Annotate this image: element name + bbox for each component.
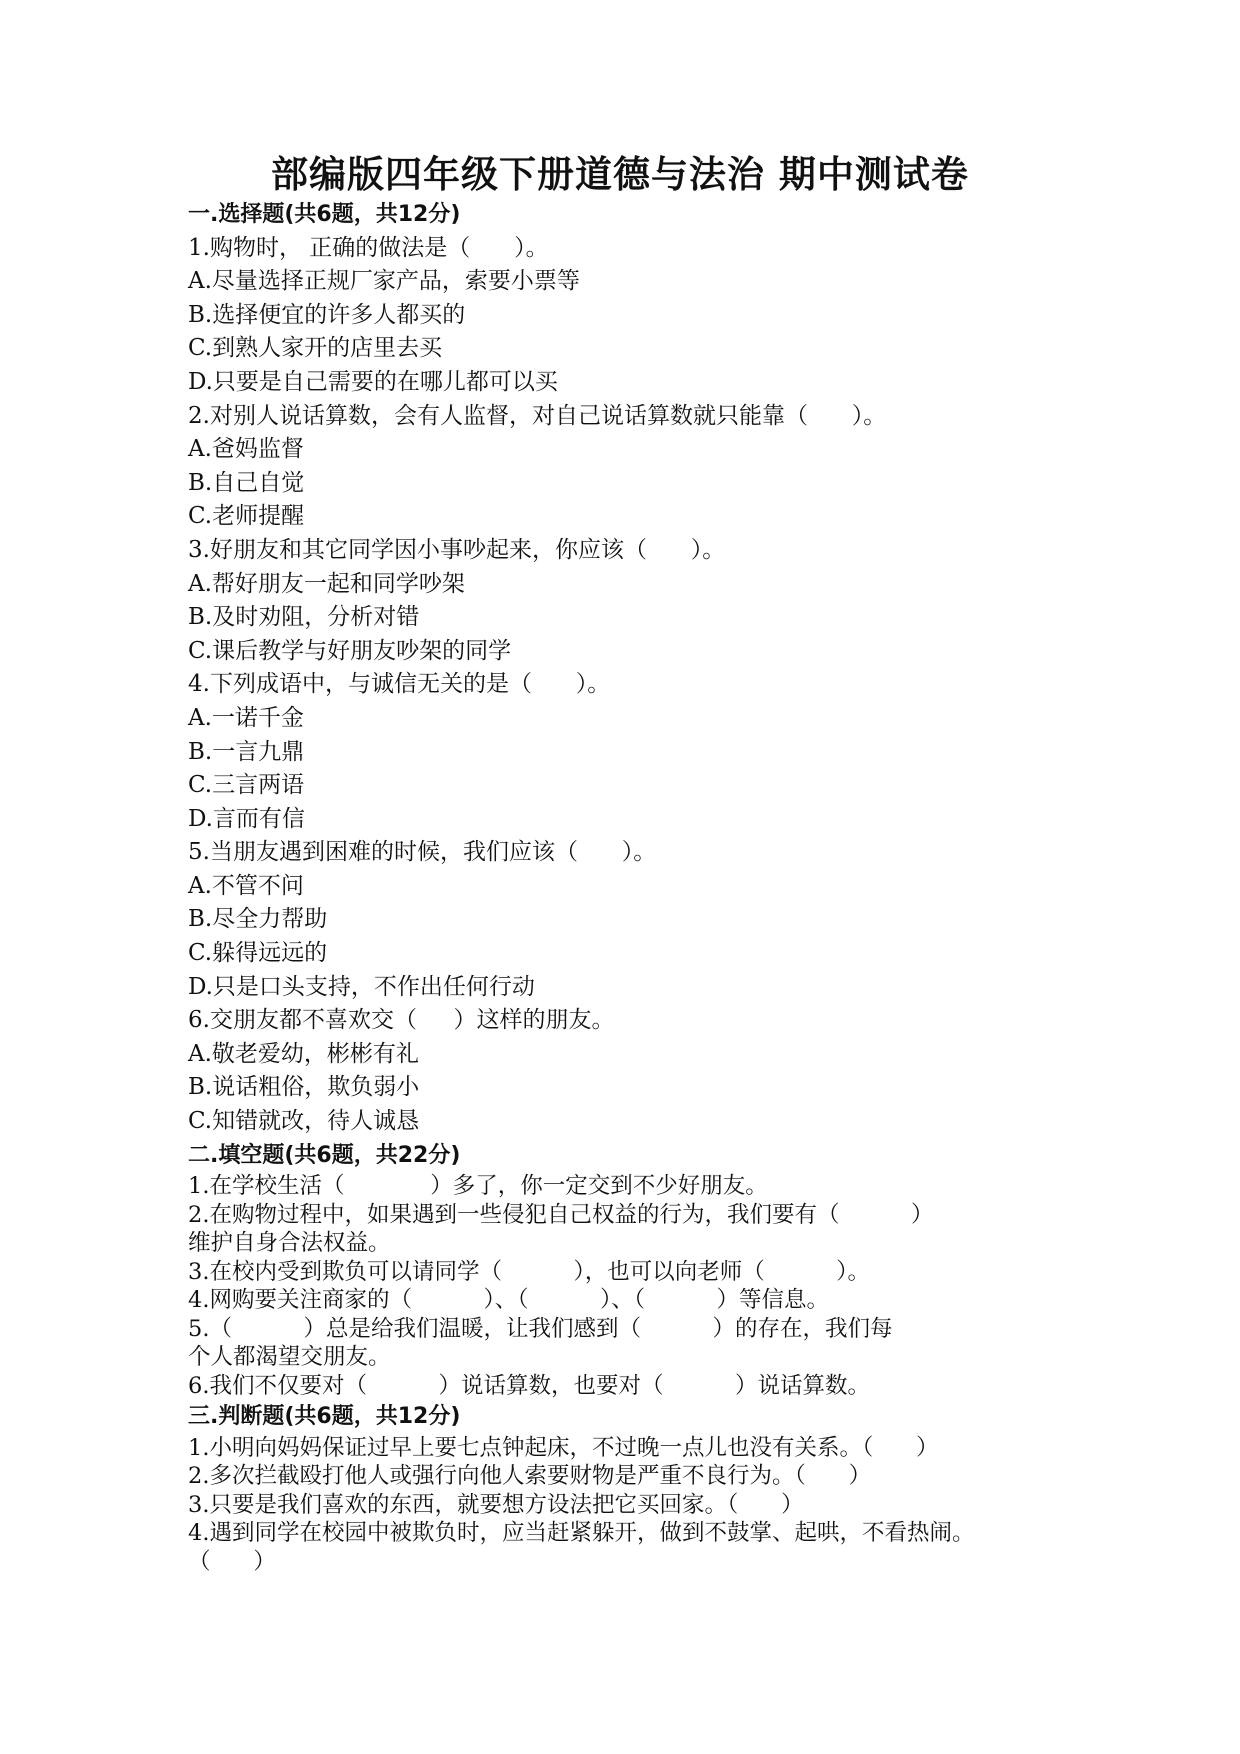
option-c: C.到熟人家开的店里去买 (188, 335, 443, 362)
question-stem: 6.交朋友都不喜欢交（ ）这样的朋友。 (188, 1007, 615, 1034)
option-d: D.言而有信 (188, 805, 305, 832)
option-a: A.爸妈监督 (188, 436, 304, 463)
question: 1.小明向妈妈保证过早上要七点钟起床，不过晚一点儿也没有关系。（ ） (188, 1434, 939, 1461)
option-a: A.帮好朋友一起和同学吵架 (188, 570, 465, 597)
option-a: A.一诺千金 (188, 704, 304, 731)
question (188, 1004, 1068, 1138)
question (188, 836, 1068, 1004)
option-c: C.老师提醒 (188, 503, 305, 530)
section-heading: 二.填空题(共6题，共22分) (188, 1142, 461, 1168)
question-stem: 4.下列成语中，与诚信无关的是（ ）。 (188, 671, 611, 698)
option-a: A.尽量选择正规厂家产品，索要小票等 (188, 268, 580, 295)
option-d: D.只是口头支持，不作出任何行动 (188, 973, 535, 1000)
question-stem: 3.好朋友和其它同学因小事吵起来，你应该（ ）。 (188, 536, 726, 563)
section-heading: 三.判断题(共6题，共12分) (188, 1404, 461, 1430)
option-b: B.及时劝阻，分析对错 (188, 604, 420, 631)
question: 4.网购要关注商家的（ ）、（ ）、（ ）等信息。 (188, 1287, 830, 1314)
option-d: D.只要是自己需要的在哪儿都可以买 (188, 368, 558, 395)
question-stem: 1.购物时， 正确的做法是（ ）。 (188, 234, 549, 261)
section-true-false (188, 1400, 1068, 1576)
question-line: 5.（ ）总是给我们温暖，让我们感到（ ）的存在，我们每 (188, 1315, 893, 1342)
option-a: A.不管不问 (188, 872, 304, 899)
question (188, 1519, 1068, 1576)
question-line: 4.遇到同学在校园中被欺负时，应当赶紧躲开，做到不鼓掌、起哄，不看热闹。 (188, 1520, 975, 1547)
option-c: C.知错就改，待人诚恳 (188, 1108, 420, 1135)
option-c: C.课后教学与好朋友吵架的同学 (188, 637, 512, 664)
question: 1.在学校生活（ ）多了，你一定交到不少好朋友。 (188, 1173, 768, 1200)
option-b: B.一言九鼎 (188, 738, 305, 765)
question-line: 个人都渴望交朋友。 (188, 1344, 391, 1371)
question (188, 400, 1068, 534)
option-a: A.敬老爱幼，彬彬有礼 (188, 1040, 419, 1067)
option-b: B.选择便宜的许多人都买的 (188, 301, 466, 328)
question: 3.在校内受到欺负可以请同学（ ），也可以向老师（ ）。 (188, 1258, 871, 1285)
option-b: B.说话粗俗，欺负弱小 (188, 1074, 420, 1101)
question (188, 534, 1068, 668)
option-c: C.三言两语 (188, 772, 305, 799)
page-title: 部编版四年级下册道德与法治 期中测试卷 (271, 153, 969, 196)
question-stem: 2.对别人说话算数，会有人监督，对自己说话算数就只能靠（ ）。 (188, 402, 887, 429)
question: 2.多次拦截殴打他人或强行向他人索要财物是严重不良行为。（ ） (188, 1463, 872, 1490)
option-b: B.自己自觉 (188, 469, 305, 496)
section-heading: 一.选择题(共6题，共12分) (188, 202, 461, 227)
question: 3.只要是我们喜欢的东西，就要想方设法把它买回家。（ ） (188, 1491, 804, 1518)
question (188, 1201, 1068, 1258)
question (188, 1315, 1068, 1372)
question (188, 232, 1068, 400)
section-choice (188, 198, 1068, 1139)
question-line: （ ） (188, 1548, 276, 1575)
option-c: C.躲得远远的 (188, 940, 328, 967)
question: 6.我们不仅要对（ ）说话算数，也要对（ ）说话算数。 (188, 1372, 871, 1399)
question-stem: 5.当朋友遇到困难的时候，我们应该（ ）。 (188, 839, 657, 866)
option-b: B.尽全力帮助 (188, 906, 328, 933)
question-line: 2.在购物过程中，如果遇到一些侵犯自己权益的行为，我们要有（ ） (188, 1201, 934, 1228)
question (188, 668, 1068, 836)
section-fill-blank (188, 1139, 1068, 1401)
question-line: 维护自身合法权益。 (188, 1230, 391, 1257)
exam-content (188, 198, 1068, 1576)
